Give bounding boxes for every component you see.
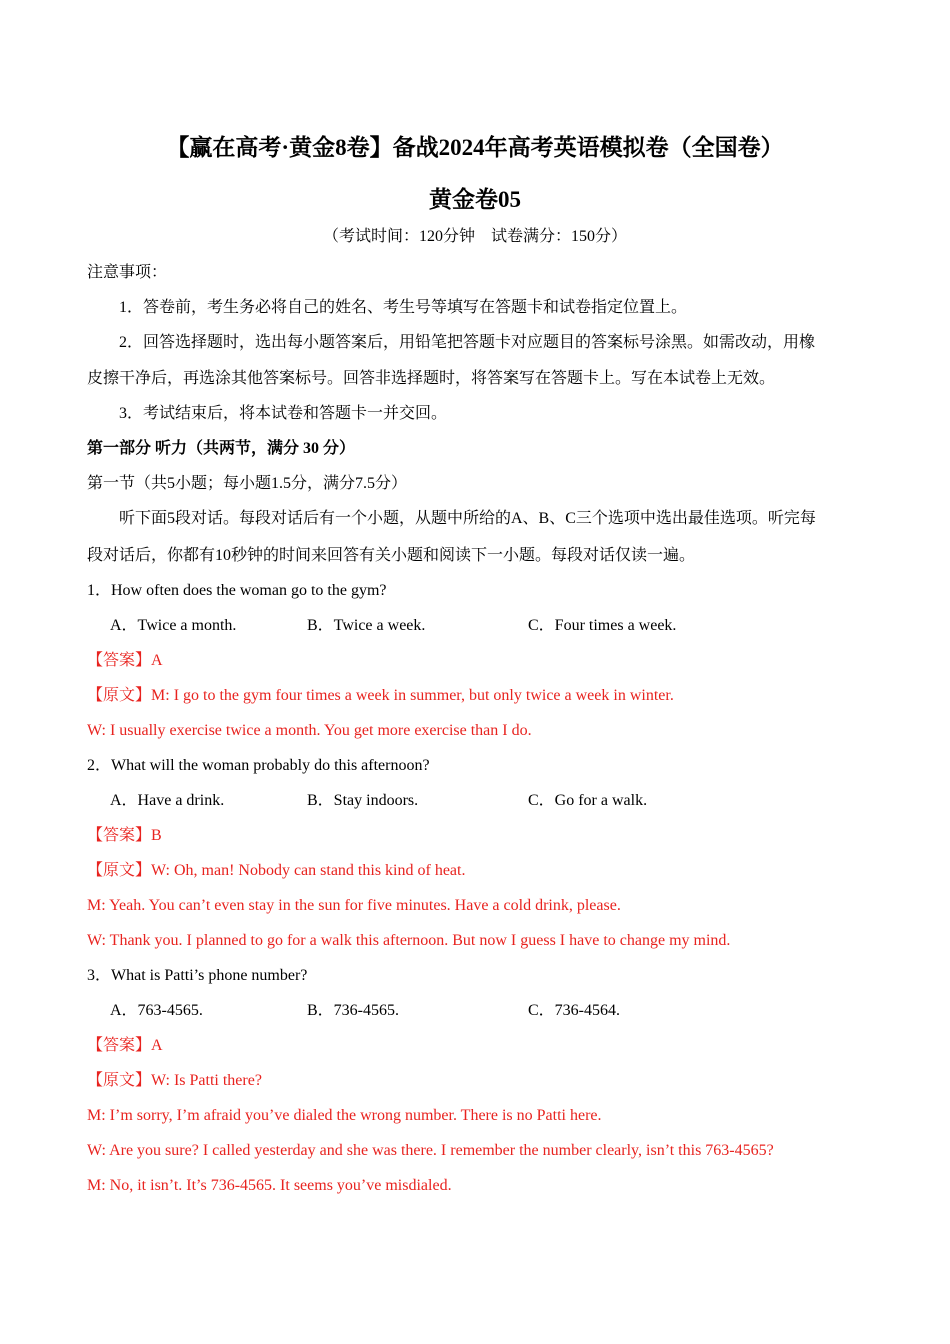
q2-transcript-2: M: Yeah. You can’t even stay in the sun for five minutes. Have a cold drink, please. xyxy=(87,897,621,914)
answer-value: A xyxy=(151,1037,163,1054)
q2-transcript-1 xyxy=(87,861,465,881)
q3-answer xyxy=(87,1036,163,1056)
notes-item-2-line-1: 2．回答选择题时，选出每小题答案后，用铅笔把答题卡对应题目的答案标号涂黑。如需改动，用橡 xyxy=(119,334,816,351)
q1-option-c: C．Four times a week. xyxy=(528,617,677,634)
notes-item-1: 1．答卷前，考生务必将自己的姓名、考生号等填写在答题卡和试卷指定位置上。 xyxy=(119,299,688,316)
instructions-line-1: 听下面5段对话。每段对话后有一个小题，从题中所给的A、B、C三个选项中选出最佳选项。听完每 xyxy=(119,510,816,527)
q1-option-b: B．Twice a week. xyxy=(307,617,426,634)
question-3: 3．What is Patti’s phone number? xyxy=(87,967,308,984)
transcript-label: 【原文】 xyxy=(87,687,152,704)
answer-label: 【答案】 xyxy=(87,827,152,844)
answer-label: 【答案】 xyxy=(87,652,152,669)
answer-value: A xyxy=(151,652,163,669)
transcript-text: M: I go to the gym four times a week in summer, but only twice a week in winter. xyxy=(151,687,674,704)
section1-heading: 第一节（共5小题；每小题1.5分，满分7.5分） xyxy=(87,475,408,492)
q3-transcript-4: M: No, it isn’t. It’s 736-4565. It seems you’ve misdialed. xyxy=(87,1177,452,1194)
notes-item-2-line-2: 皮擦干净后，再选涂其他答案标号。回答非选择题时，将答案写在答题卡上。写在本试卷上无效。 xyxy=(87,370,776,387)
question-1: 1．How often does the woman go to the gym? xyxy=(87,582,387,599)
q1-transcript-1 xyxy=(87,686,674,706)
part1-heading: 第一部分 听力（共两节，满分 30 分） xyxy=(87,440,356,457)
q2-option-b: B．Stay indoors. xyxy=(307,792,419,809)
exam-info: （考试时间：120分钟 试卷满分：150分） xyxy=(322,228,627,245)
question-2: 2．What will the woman probably do this afternoon? xyxy=(87,757,430,774)
q1-option-a: A．Twice a month. xyxy=(110,617,237,634)
notes-heading: 注意事项： xyxy=(87,264,168,281)
q2-transcript-3: W: Thank you. I planned to go for a walk this afternoon. But now I guess I have to change my mind. xyxy=(87,932,731,949)
transcript-text: W: Is Patti there? xyxy=(151,1072,262,1089)
transcript-text: W: Oh, man! Nobody can stand this kind of heat. xyxy=(151,862,466,879)
q3-transcript-3: W: Are you sure? I called yesterday and she was there. I remember the number clearly, isn’t this 763-4565? xyxy=(87,1142,774,1159)
q3-option-a: A．763-4565. xyxy=(110,1002,203,1019)
notes-item-3: 3．考试结束后，将本试卷和答题卡一并交回。 xyxy=(119,405,448,422)
q3-option-b: B．736-4565. xyxy=(307,1002,400,1019)
q2-option-c: C．Go for a walk. xyxy=(528,792,648,809)
answer-value: B xyxy=(151,827,162,844)
q3-transcript-1 xyxy=(87,1071,262,1091)
instructions-line-2: 段对话后，你都有10秒钟的时间来回答有关小题和阅读下一小题。每段对话仅读一遍。 xyxy=(87,547,696,564)
q3-transcript-2: M: I’m sorry, I’m afraid you’ve dialed the wrong number. There is no Patti here. xyxy=(87,1107,602,1124)
page-subtitle: 黄金卷05 xyxy=(429,187,521,212)
transcript-label: 【原文】 xyxy=(87,862,152,879)
q2-answer xyxy=(87,826,162,846)
q1-answer xyxy=(87,651,163,671)
q3-option-c: C．736-4564. xyxy=(528,1002,621,1019)
q2-option-a: A．Have a drink. xyxy=(110,792,225,809)
transcript-label: 【原文】 xyxy=(87,1072,152,1089)
answer-label: 【答案】 xyxy=(87,1037,152,1054)
page-title: 【赢在高考·黄金8卷】备战2024年高考英语模拟卷（全国卷） xyxy=(166,135,784,160)
q1-transcript-2: W: I usually exercise twice a month. You get more exercise than I do. xyxy=(87,722,532,739)
